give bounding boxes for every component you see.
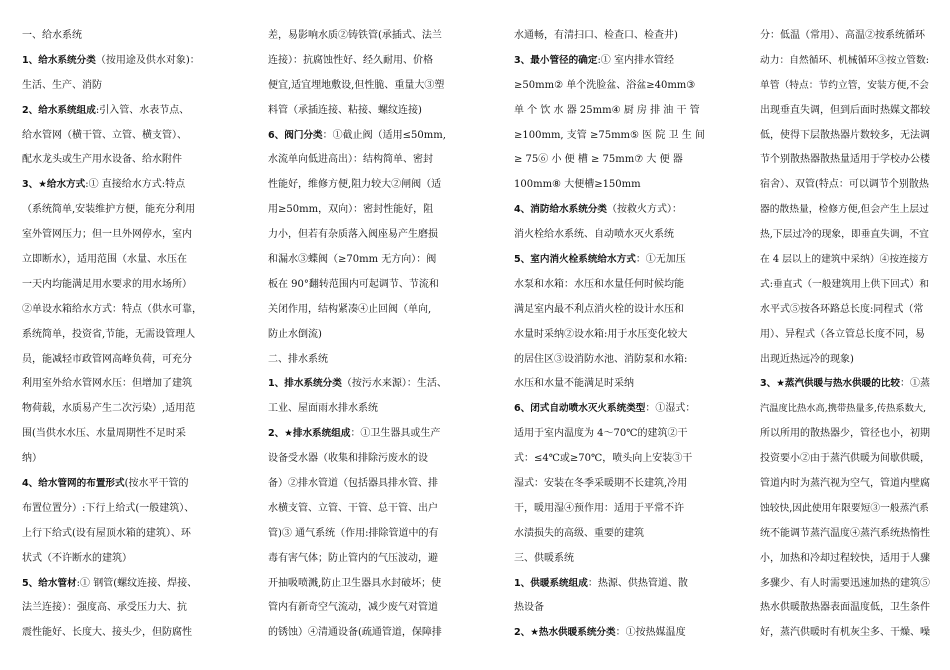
body-text: :① 直接给水方式:特点	[85, 179, 186, 191]
text-line	[760, 547, 930, 572]
text-line	[514, 497, 710, 522]
body-text: 室外管网压力；但一旦外网停水，室内	[22, 229, 192, 241]
text-line	[22, 323, 218, 348]
section-heading: 1、供暖系统组成	[514, 577, 588, 589]
text-line	[22, 397, 218, 422]
text-line	[268, 447, 464, 472]
text-line	[760, 99, 930, 124]
text-line	[22, 348, 218, 373]
body-text: 的锈蚀）④清通设备(疏通管道，保障排	[268, 627, 442, 639]
body-text: 备）②排水管道（包括器具排水管、排	[268, 478, 438, 490]
body-text: 管)③ 通气系统（作用:排除管道中的有	[268, 527, 439, 539]
body-text: 的居住区③设消防水池、消防泵和水箱:	[514, 353, 688, 365]
text-line	[22, 248, 218, 273]
body-text: 立即断水），适用范围（水量、水压在	[22, 254, 187, 266]
text-line	[760, 298, 930, 323]
text-line	[268, 24, 464, 49]
body-text: 员，能减轻市政管网高峰负荷，可充分	[22, 353, 192, 365]
text-line	[760, 422, 930, 447]
body-text: 消火栓给水系统、自动喷水灭火系统	[514, 229, 674, 241]
text-line	[268, 223, 464, 248]
body-text: 物荷载，水质易产生二次污染）,适用范	[22, 403, 196, 415]
text-line	[514, 323, 710, 348]
body-text: ：①卫生器具或生产	[350, 428, 441, 440]
text-line	[760, 348, 930, 373]
body-text: 震性能好、长度大、接头少，但防腐性	[22, 627, 192, 639]
text-line	[22, 547, 218, 572]
text-line	[268, 74, 464, 99]
body-text: 关闭作用，结构紧凑④止回阀（单向,	[268, 303, 432, 315]
body-text: （按用途及供水对象)：	[95, 54, 200, 66]
body-text: 投资要小②由于蒸汽供暖为间歇供暖，	[760, 453, 930, 465]
body-text: 水量时采纳②设水箱:用于水压变化较大	[514, 328, 688, 340]
body-text: 水泵和水箱：水压和水量任何时候均能	[514, 278, 684, 290]
text-line	[760, 323, 930, 348]
body-text: 所以所用的散热器少，管径也小，初期	[760, 428, 930, 440]
text-line	[760, 124, 930, 149]
section-heading: 1、排水系统分类	[268, 378, 342, 390]
text-line	[22, 273, 218, 298]
text-line	[22, 522, 218, 547]
text-line	[268, 372, 464, 397]
text-line	[760, 173, 930, 198]
body-text: 板在 90°翻转范围内可起调节、节流和	[268, 278, 439, 290]
section-heading: 6、阀门分类	[268, 129, 323, 141]
body-text: 在 4 层以上的建筑中采纳）④按连接方	[760, 254, 929, 266]
body-text: 水流单向低进高出）：结构简单、密封	[268, 154, 433, 166]
section-heading: 2、★热水供暖系统分类	[514, 627, 616, 639]
text-line	[268, 522, 464, 547]
text-line	[760, 522, 930, 547]
body-text: 配水龙头或生产用水设备、给水附件	[22, 154, 182, 166]
text-line	[268, 99, 464, 124]
text-line	[514, 248, 710, 273]
body-text: 工业、屋面雨水排水系统	[268, 403, 378, 415]
text-line	[268, 497, 464, 522]
text-line	[268, 397, 464, 422]
text-line	[514, 547, 710, 572]
body-text: 分：低温（常用）、高温②按系统循环	[760, 30, 925, 41]
text-column-2	[268, 24, 464, 646]
text-line	[760, 621, 930, 646]
section-heading: 2、给水系统组成	[22, 104, 96, 116]
body-text: 满足室内最不利点消火栓的设计水压和	[514, 303, 684, 315]
text-column-4	[760, 24, 930, 646]
body-text: 多骤少、有人时需要迅速加热的建筑⑤	[760, 577, 930, 589]
section-heading: 3、★给水方式	[22, 179, 86, 191]
body-text: 用）、异程式（各立管总长度不同，易	[760, 328, 925, 340]
body-text: 管内有新奇空气流动，减少废气对管道	[268, 602, 438, 614]
body-text: :① 钢管(螺纹连接、焊接、	[76, 577, 198, 589]
text-line	[514, 422, 710, 447]
body-text: 三、供暖系统	[514, 552, 574, 564]
section-heading: 5、室内消火栓系统给水方式	[514, 254, 636, 266]
body-text: 料管（承插连接、粘接、螺纹连接)	[268, 104, 422, 116]
text-line	[514, 447, 710, 472]
body-text: 热设备	[514, 602, 544, 614]
text-line	[514, 298, 710, 323]
text-line	[514, 99, 710, 124]
text-line	[760, 372, 930, 397]
section-heading: 6、闭式自动喷水灭火系统类型	[514, 403, 646, 415]
text-line	[268, 173, 464, 198]
body-text: 热,下层过冷的现象，即垂直失调，不宜	[760, 229, 929, 241]
body-text: 小，加热和冷却过程较快，适用于人骤	[760, 552, 930, 564]
text-line	[22, 148, 218, 173]
body-text: 围(当供水水压、水量周期性不足时采	[22, 428, 186, 440]
text-line	[268, 422, 464, 447]
text-line	[514, 148, 710, 173]
body-text: 水压和水量不能满足时采纳	[514, 378, 634, 390]
body-text: ：①湿式：	[645, 403, 696, 415]
text-line	[514, 472, 710, 497]
text-line	[514, 596, 710, 621]
body-text: ②单设水箱给水方式：特点（供水可靠，	[22, 303, 202, 315]
text-line	[514, 273, 710, 298]
body-text: 上行下给式(设有屋顶水箱的建筑）、环	[22, 527, 191, 539]
text-line	[514, 24, 710, 49]
body-text: 给水管网（横干管、立管、横支管）、	[22, 129, 187, 141]
body-text: 设备受水器（收集和排除污废水的设	[268, 453, 428, 465]
text-line	[514, 124, 710, 149]
text-line	[268, 148, 464, 173]
body-text: 状式（不许断水的建筑）	[22, 552, 132, 564]
text-line	[22, 497, 218, 522]
text-line	[514, 372, 710, 397]
text-line	[22, 49, 218, 74]
body-text: 差，易影响水质②铸铁管(承插式、法兰	[268, 30, 442, 41]
body-text: :引入管、水表节点、	[95, 104, 190, 116]
body-text: 出现近热远冷的现象)	[760, 353, 854, 365]
text-column-3	[514, 24, 710, 646]
text-line	[760, 248, 930, 273]
text-line	[268, 248, 464, 273]
body-text: 动力：自然循环、机械循环③按立管数:	[760, 54, 930, 66]
text-line	[268, 547, 464, 572]
text-line	[268, 124, 464, 149]
text-line	[760, 24, 930, 49]
body-text: 法兰连接）：强度高、承受压力大、抗	[22, 602, 187, 614]
text-line	[22, 173, 218, 198]
body-text: ：①截止阀（适用≤50mm,	[322, 129, 446, 141]
body-text: 蚀较快,因此使用年限要短③一般蒸汽系	[760, 502, 929, 514]
text-line	[22, 596, 218, 621]
body-text: 干，暖用湿④预作用：适用于平常不许	[514, 502, 684, 514]
text-line	[268, 621, 464, 646]
body-text: 生活、生产、消防	[22, 79, 102, 91]
body-text: 二、排水系统	[268, 353, 328, 365]
body-text: 好，蒸汽供暖时有机灰尘多、干燥、噪	[760, 627, 930, 639]
body-text: ：①无加压	[635, 254, 686, 266]
text-line	[268, 596, 464, 621]
section-heading: 5、给水管材	[22, 577, 77, 589]
text-line	[760, 49, 930, 74]
section-heading: 2、★排水系统组成	[268, 428, 351, 440]
text-line	[514, 572, 710, 597]
body-text: 水渍损失的高级、重要的建筑	[514, 527, 644, 539]
body-text: (按水平干管的	[124, 478, 189, 490]
body-text: 器的散热量，检修方便,但会产生上层过	[760, 204, 929, 216]
body-text: ：热源、供热管道、散	[587, 577, 688, 589]
body-text: 水平式⑤按各环路总长度:同程式（常	[760, 303, 924, 315]
text-line	[760, 472, 930, 497]
text-line	[268, 348, 464, 373]
body-text: ：①蒸	[900, 378, 930, 390]
section-heading: 4、给水管网的布置形式	[22, 478, 125, 490]
body-text: 一、给水系统	[22, 30, 82, 41]
body-text: 性能好，维修方便,阻力较大②闸阀（适	[268, 179, 442, 191]
body-text: 100mm⑧ 大便槽≥150mm	[514, 179, 641, 191]
text-line	[514, 49, 710, 74]
body-text: 毒有害气体；防止管内的气压波动，避	[268, 552, 438, 564]
body-text: 一天内均能满足用水要求的用水场所）	[22, 278, 192, 290]
section-heading: 1、给水系统分类	[22, 54, 96, 66]
text-line	[514, 621, 710, 646]
body-text: ≥ 75⑥ 小 便 槽 ≥ 75mm⑦ 大 便 器	[514, 154, 683, 166]
text-line	[514, 397, 710, 422]
text-line	[268, 49, 464, 74]
body-text: :① 室内排水管经	[597, 54, 674, 66]
text-line	[514, 348, 710, 373]
body-text: 节个别散热器散热量适用于学校办公楼	[760, 154, 930, 166]
text-column-1	[22, 24, 218, 646]
text-line	[514, 223, 710, 248]
text-line	[22, 223, 218, 248]
body-text: 适用于室内温度为 4～70℃的建筑②干	[514, 428, 688, 440]
text-line	[760, 223, 930, 248]
text-line	[22, 124, 218, 149]
body-text: 利用室外给水管网水压：但增加了建筑	[22, 378, 192, 390]
body-text: 管道内时为蒸汽视为空气，管道内壁腐	[760, 478, 930, 490]
text-line	[760, 596, 930, 621]
text-line	[22, 447, 218, 472]
body-text: 水通畅，有清扫口、检查口、检查井)	[514, 30, 678, 41]
text-line	[22, 572, 218, 597]
body-text: 力小，但若有杂质落入阀座易产生磨损	[268, 229, 438, 241]
text-line	[760, 148, 930, 173]
body-text: （按污水来源）：生活、	[341, 378, 447, 390]
text-line	[22, 198, 218, 223]
text-line	[268, 323, 464, 348]
text-line	[760, 273, 930, 298]
body-text: 水横支管、立管、干管、总干管、出户	[268, 502, 438, 514]
body-text: 便宜,适宜埋地敷设,但性脆、重量大③塑	[268, 79, 445, 91]
text-line	[22, 472, 218, 497]
text-line	[268, 572, 464, 597]
text-line	[22, 422, 218, 447]
text-line	[22, 372, 218, 397]
text-line	[22, 74, 218, 99]
text-line	[760, 74, 930, 99]
section-heading: 3、最小管径的确定	[514, 54, 598, 66]
body-text: 出现垂直失调，但到后面时热媒文都较	[760, 104, 930, 116]
body-text: ≥50mm② 单个洗脸盆、浴盆≥40mm③	[514, 79, 696, 91]
text-line	[514, 522, 710, 547]
body-text: （按救火方式）：	[607, 204, 683, 216]
body-text: 汽温度比热水高,携带热量多,传热系数大,	[760, 403, 927, 415]
body-text: ：①按热媒温度	[615, 627, 686, 639]
body-text: 宿舍）、双管(特点：可以调节个别散热	[760, 179, 929, 191]
text-line	[268, 273, 464, 298]
body-text: 单管（特点：节约立管，安装方便,不会	[760, 79, 929, 91]
text-line	[514, 74, 710, 99]
body-text: 开抽吸喷溅,防止卫生器具水封破坏；使	[268, 577, 442, 589]
section-heading: 3、★蒸汽供暖与热水供暖的比较	[760, 378, 900, 390]
section-heading: 4、消防给水系统分类	[514, 204, 608, 216]
text-line	[760, 497, 930, 522]
text-line	[268, 198, 464, 223]
text-line	[760, 198, 930, 223]
body-text: 单 个 饮 水 器 25mm④ 厨 房 排 油 干 管	[514, 104, 700, 116]
text-line	[22, 99, 218, 124]
body-text: 式：≤4℃或≥70℃，喷头向上安装③干	[514, 453, 693, 465]
body-text: 湿式：安装在冬季采暖期不长建筑,冷用	[514, 478, 688, 490]
body-text: （系统简单,安装维护方便，能充分利用	[22, 204, 196, 216]
text-line	[22, 621, 218, 646]
text-line	[760, 572, 930, 597]
text-line	[268, 298, 464, 323]
body-text: ≥100mm, 支管 ≥75mm⑤ 医 院 卫 生 间	[514, 129, 705, 141]
body-text: 系统简单，投资省,节能，无需设管理人	[22, 328, 196, 340]
body-text: 和漏水③蝶阀（≥70mm 无方向）：阀	[268, 254, 437, 266]
text-line	[760, 397, 930, 422]
text-line	[514, 173, 710, 198]
text-line	[22, 24, 218, 49]
body-text: 连接）：抗腐蚀性好、经久耐用、价格	[268, 54, 433, 66]
body-text: 热水供暖散热器表面温度低，卫生条件	[760, 602, 930, 614]
body-text: 纳）	[22, 453, 42, 465]
text-line	[22, 298, 218, 323]
body-text: 低，使得下层散热器片数较多，无法调	[760, 129, 930, 141]
body-text: 统不能调节蒸汽温度④蒸汽系统热惰性	[760, 527, 930, 539]
text-line	[268, 472, 464, 497]
body-text: 用≥50mm，双向）：密封性能好，阻	[268, 204, 434, 216]
text-line	[760, 447, 930, 472]
text-line	[514, 198, 710, 223]
body-text: 防止水倒流)	[268, 328, 322, 340]
body-text: 式:垂直式（一般建筑用上供下回式）和	[760, 278, 930, 290]
body-text: 布置位置分）:下行上给式(一般建筑）、	[22, 502, 195, 514]
